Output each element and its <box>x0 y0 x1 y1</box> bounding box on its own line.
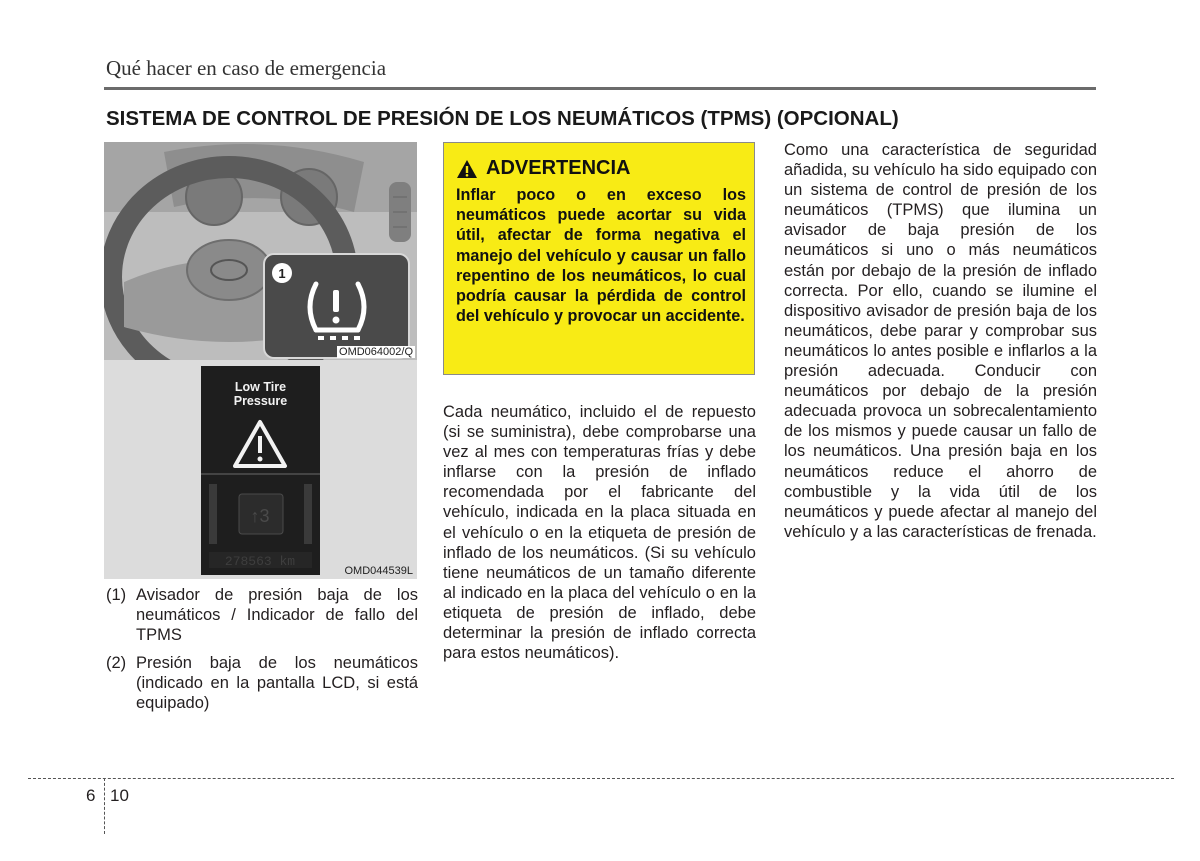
paragraph-tpms-description: Como una característica de seguridad añadida, su vehículo ha sido equipado con un sistema de control de presión de los neumáticos (TPMS) que ilumina un avisador de baja presión de los neumáticos si uno o más neumáticos están por debajo de la presión de inflado correcta. Por ello, cuando se ilumine el dispositivo avisador de presión baja de los neumáticos, debe parar y comprobar sus neumáticos lo antes posible e inflarlos a la presión adecuada. Conducir con neumáticos por debajo de la presión adecuada provoca un sobrecalentamiento de los mismos y puede causar un fallo de los neumáticos. Una presión baja en los neumáticos reduce el ahorro de combustible y la vida útil de los neumáticos y puede afectar al manejo del vehículo y a las características de frenada. <box>784 141 1097 541</box>
warning-box <box>443 142 755 375</box>
figure-code: OMD044539L <box>344 565 413 577</box>
header-rule <box>104 87 1096 90</box>
caption-item <box>106 585 418 645</box>
warning-triangle-icon <box>456 159 478 179</box>
dashboard-illustration <box>104 142 417 360</box>
lcd-graphics <box>201 366 320 575</box>
warning-text: Inflar poco o en exceso los neumáticos puede acortar su vida útil, afectar de forma negativa el manejo del vehículo y causar un fallo repentino de los neumáticos, lo cual podría causar la pérdida de control del vehículo y provocar un accidente. <box>456 186 746 326</box>
lcd-figure <box>104 360 417 579</box>
footer-rule <box>28 778 1174 779</box>
callout-number: 1 <box>278 266 286 281</box>
dashboard-figure <box>104 142 417 360</box>
section-title: SISTEMA DE CONTROL DE PRESIÓN DE LOS NEUMÁTICOS (TPMS) (OPCIONAL) <box>106 107 899 130</box>
caption-number: (1) <box>106 586 127 604</box>
svg-text:278563 km: 278563 km <box>224 554 296 569</box>
warning-triangle-icon <box>235 422 285 466</box>
caption-text: Presión baja de los neumáticos (indicado en la pantalla LCD, si está equipado) <box>136 654 418 712</box>
figure-captions <box>106 585 418 721</box>
paragraph-inflation-check: Cada neumático, incluido el de repuesto (si se suministra), debe comprobarse una vez al mes con temperaturas frías y debe inflarse con la presión de inflado recomendada por el fabricante del vehículo, indicada en la placa situada en el vehículo o en la etiqueta de presión de inflado de los neumáticos. (Si su vehículo tiene neumáticos de un tamaño diferente al indicado en la placa del vehículo o en la etiqueta de presión de inflado, debe determinar la presión de inflado correcta para estos neumáticos). <box>443 403 756 663</box>
caption-text: Avisador de presión baja de los neumáticos / Indicador de fallo del TPMS <box>136 586 418 644</box>
lcd-line-1: Low Tire <box>234 380 287 394</box>
warning-header <box>456 157 630 180</box>
chapter-header: Qué hacer en caso de emergencia <box>106 56 387 80</box>
page-number: 10 <box>110 786 129 805</box>
lcd-display <box>201 366 320 575</box>
warning-title: ADVERTENCIA <box>486 157 631 179</box>
caption-number: (2) <box>106 654 127 672</box>
footer-divider <box>104 778 105 834</box>
caption-item <box>106 653 418 713</box>
chapter-number: 6 <box>86 786 96 805</box>
figure-code: OMD064002/Q <box>339 346 413 358</box>
lcd-line-2: Pressure <box>233 394 288 408</box>
svg-text:↑3: ↑3 <box>250 506 270 526</box>
